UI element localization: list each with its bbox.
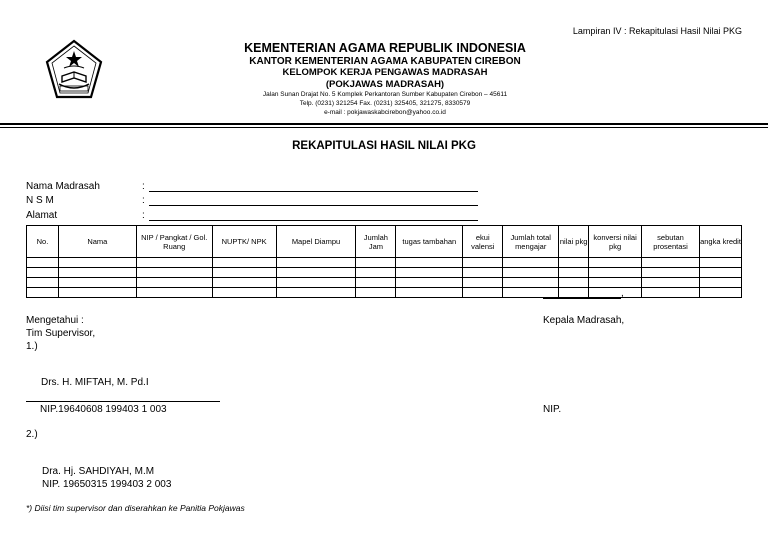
col-header-ekuivalensi: ekui valensi: [463, 226, 503, 258]
date-comma: ,: [621, 288, 624, 299]
field-alamat-line[interactable]: [149, 220, 478, 221]
table-cell[interactable]: [58, 288, 136, 298]
header-rule-thick: [0, 123, 768, 125]
table-cell[interactable]: [27, 278, 59, 288]
table-cell[interactable]: [589, 288, 642, 298]
supervisor-nip-1: NIP.19640608 199403 1 003: [40, 404, 167, 415]
supervisor-name-1: Drs. H. MIFTAH, M. Pd.I: [41, 377, 149, 388]
col-header-tugas: tugas tambahan: [396, 226, 463, 258]
table-cell[interactable]: [356, 288, 396, 298]
table-cell[interactable]: [356, 258, 396, 268]
table-cell[interactable]: [58, 268, 136, 278]
table-cell[interactable]: [559, 258, 589, 268]
table-cell[interactable]: [642, 288, 700, 298]
table-cell[interactable]: [559, 288, 589, 298]
table-cell[interactable]: [699, 258, 741, 268]
table-cell[interactable]: [396, 278, 463, 288]
table-cell[interactable]: [396, 258, 463, 268]
ministry-name: KEMENTERIAN AGAMA REPUBLIK INDONESIA: [244, 41, 526, 55]
table-cell[interactable]: [276, 268, 356, 278]
field-colon: :: [142, 195, 145, 206]
table-cell[interactable]: [276, 288, 356, 298]
table-cell[interactable]: [699, 278, 741, 288]
group-name: KELOMPOK KERJA PENGAWAS MADRASAH: [282, 67, 488, 78]
signature-line-1: [26, 401, 220, 402]
supervisor-nip-2: NIP. 19650315 199403 2 003: [42, 479, 172, 490]
lampiran-label: Lampiran IV : Rekapitulasi Hasil Nilai PKG: [572, 26, 742, 36]
table-cell[interactable]: [589, 278, 642, 288]
table-cell[interactable]: [212, 288, 276, 298]
office-address: Jalan Sunan Drajat No. 5 Komplek Perkantoran Sumber Kabupaten Cirebon – 45611: [262, 91, 508, 98]
table-cell[interactable]: [396, 268, 463, 278]
table-cell[interactable]: [463, 278, 503, 288]
col-header-nama: Nama: [58, 226, 136, 258]
table-row: [27, 258, 742, 268]
office-email: e-mail : pokjawaskabcirebon@yahoo.co.id: [324, 109, 446, 116]
table-cell[interactable]: [212, 278, 276, 288]
kemenag-emblem-icon: [42, 38, 106, 102]
col-header-jumlah-jam: Jumlah Jam: [356, 226, 396, 258]
table-cell[interactable]: [136, 278, 212, 288]
office-name: KANTOR KEMENTERIAN AGAMA KABUPATEN CIREBON: [249, 56, 521, 67]
document-title: REKAPITULASI HASIL NILAI PKG: [292, 140, 476, 152]
table-cell[interactable]: [212, 268, 276, 278]
table-cell[interactable]: [136, 288, 212, 298]
table-cell[interactable]: [559, 278, 589, 288]
kepala-madrasah-label: Kepala Madrasah,: [543, 315, 625, 326]
field-label-madrasah: Nama Madrasah: [26, 181, 100, 192]
table-cell[interactable]: [356, 278, 396, 288]
table-cell[interactable]: [503, 258, 559, 268]
table-cell[interactable]: [58, 278, 136, 288]
supervisor-number-2: 2.): [26, 429, 38, 440]
col-header-nuptk: NUPTK/ NPK: [212, 226, 276, 258]
field-label-alamat: Alamat: [26, 210, 58, 221]
table-cell[interactable]: [699, 268, 741, 278]
table-cell[interactable]: [589, 258, 642, 268]
rekap-table: [26, 225, 742, 298]
col-header-konversi: konversi nilai pkg: [589, 226, 642, 258]
table-cell[interactable]: [642, 268, 700, 278]
table-cell[interactable]: [276, 258, 356, 268]
col-header-nip: NIP / Pangkat / Gol. Ruang: [136, 226, 212, 258]
field-madrasah-line[interactable]: [149, 191, 478, 192]
table-cell[interactable]: [27, 268, 59, 278]
col-header-angka-kredit: angka kredit: [699, 226, 741, 258]
table-cell[interactable]: [642, 258, 700, 268]
tim-supervisor-label: Tim Supervisor,: [26, 328, 96, 339]
field-colon: :: [142, 181, 145, 192]
table-cell[interactable]: [136, 268, 212, 278]
table-cell[interactable]: [559, 268, 589, 278]
supervisor-name-2: Dra. Hj. SAHDIYAH, M.M: [42, 466, 155, 477]
table-cell[interactable]: [356, 268, 396, 278]
table-cell[interactable]: [463, 258, 503, 268]
table-cell[interactable]: [27, 288, 59, 298]
table-cell[interactable]: [463, 288, 503, 298]
table-cell[interactable]: [503, 268, 559, 278]
col-header-nilai: nilai pkg: [559, 226, 589, 258]
field-label-nsm: N S M: [26, 195, 54, 206]
col-header-sebutan: sebutan prosentasi: [642, 226, 700, 258]
col-header-mapel: Mapel Diampu: [276, 226, 356, 258]
table-cell[interactable]: [463, 268, 503, 278]
group-abbr: (POKJAWAS MADRASAH): [325, 79, 445, 90]
kepala-nip: NIP.: [543, 404, 562, 415]
table-cell[interactable]: [27, 258, 59, 268]
table-row: [27, 268, 742, 278]
table-cell[interactable]: [589, 268, 642, 278]
header-rule-thin: [0, 127, 768, 128]
supervisor-number-1: 1.): [26, 341, 38, 352]
table-row: [27, 278, 742, 288]
table-cell[interactable]: [503, 288, 559, 298]
mengetahui-label: Mengetahui :: [26, 315, 84, 326]
table-cell[interactable]: [212, 258, 276, 268]
table-cell[interactable]: [58, 258, 136, 268]
office-phone: Telp. (0231) 321254 Fax. (0231) 325405, 321275, 8330579: [299, 100, 471, 107]
date-line[interactable]: [543, 298, 621, 299]
footnote: *) Diisi tim supervisor dan diserahkan ke Panitia Pokjawas: [26, 503, 245, 513]
table-cell[interactable]: [642, 278, 700, 288]
col-header-total: Jumlah total mengajar: [503, 226, 559, 258]
field-colon: :: [142, 210, 145, 221]
table-cell[interactable]: [276, 278, 356, 288]
table-cell[interactable]: [136, 258, 212, 268]
table-cell[interactable]: [699, 288, 741, 298]
table-cell[interactable]: [503, 278, 559, 288]
field-nsm-line[interactable]: [149, 205, 478, 206]
table-cell[interactable]: [396, 288, 463, 298]
col-header-no: No.: [27, 226, 59, 258]
table-row: [27, 288, 742, 298]
